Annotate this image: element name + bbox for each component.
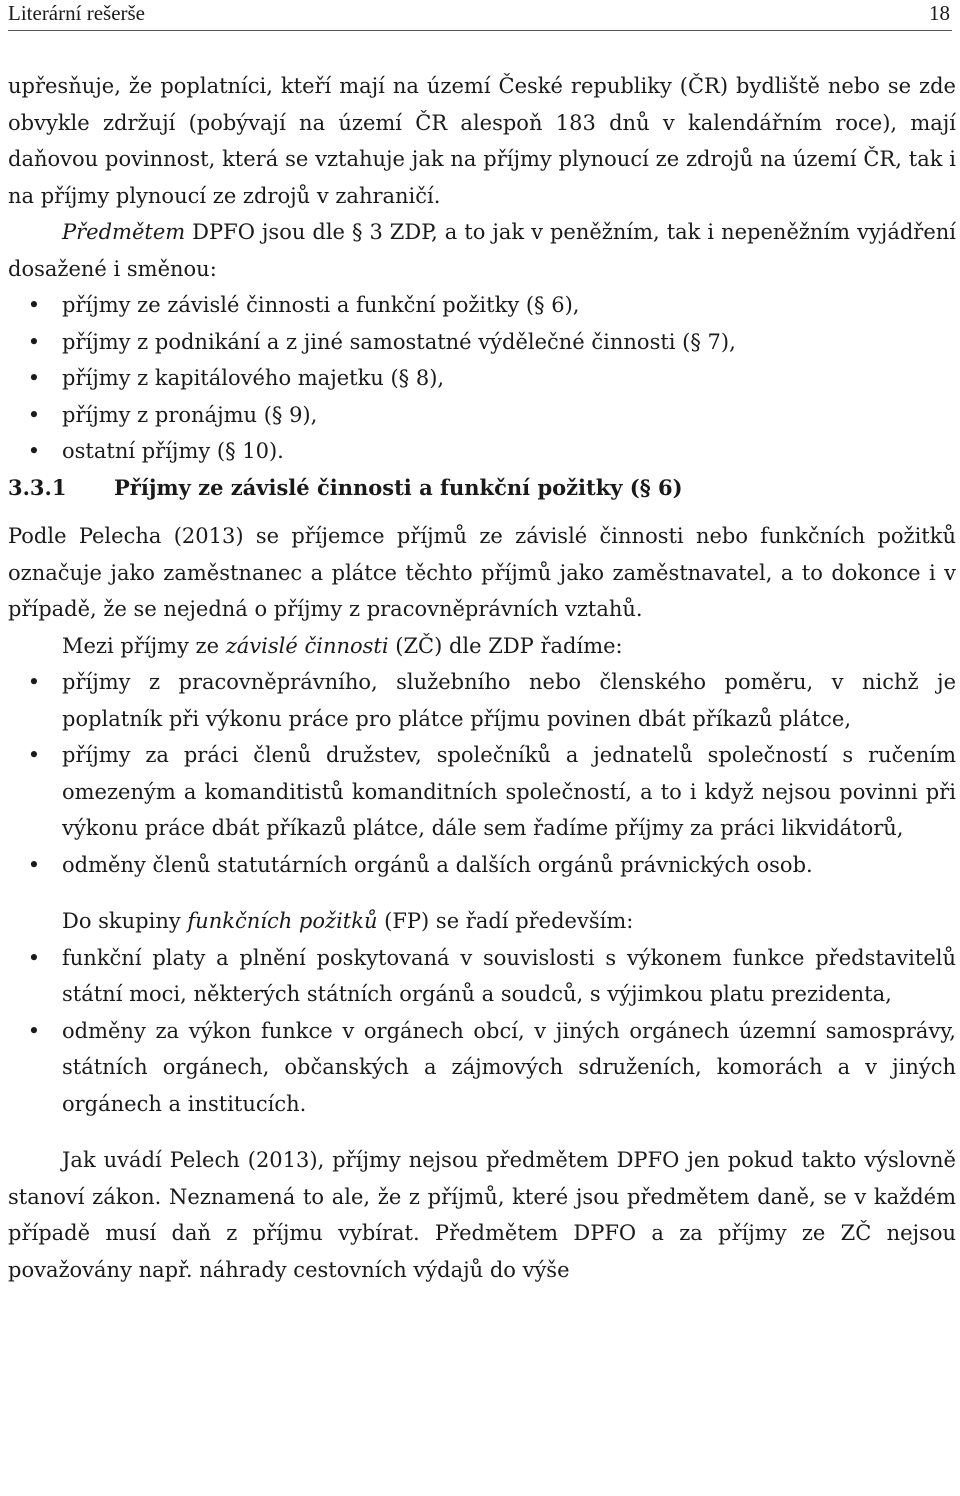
intro-paragraph: upřesňuje, že poplatníci, kteří mají na území České republiky (ČR) bydliště nebo se zde obvykle zdržují (pobývají na území ČR alespoň 183 dnů v kalendářním roce), mají daňovou povinnost, která se vztahuje jak na příjmy plynoucí ze zdrojů na území ČR, tak i na příjmy plynoucí ze zdrojů v zahraničí. (8, 74, 956, 208)
list-item-text: odměny za výkon funkce v orgánech obcí, v jiných orgánech územní samosprávy, státních orgánech, občanských a zájmových sdruženích, komorách a v jiných orgánech a institucích. (62, 1018, 956, 1116)
document-body (8, 68, 956, 1288)
bullet-icon: • (27, 293, 41, 317)
zc-intro-text-end: (ZČ) dle ZDP řadíme: (388, 633, 623, 658)
bullet-icon: • (27, 329, 41, 354)
list-item (8, 324, 956, 361)
bullet-icon: • (27, 670, 41, 694)
section-heading (8, 470, 956, 507)
list-item-text: ostatní příjmy (§ 10). (62, 439, 284, 463)
section-number: 3.3.1 (8, 474, 67, 500)
bullet-icon: • (27, 852, 41, 877)
zc-term: závislé činnosti (225, 633, 389, 658)
zc-list (8, 664, 956, 883)
section-title: Příjmy ze závislé činnosti a funkční požitky (§ 6) (114, 474, 683, 500)
list-item-text: příjmy z kapitálového majetku (§ 8), (62, 366, 445, 390)
list-item (8, 1013, 956, 1123)
bullet-icon: • (27, 366, 41, 390)
subject-text: DPFO jsou dle § 3 ZDP, a to jak v peněžním, tak i nepeněžním vyjádření dosažené i směnou: (8, 220, 956, 281)
subject-paragraph (8, 214, 956, 287)
running-head-title: Literární rešerše (8, 1, 146, 25)
fp-intro-text-end: (FP) se řadí především: (377, 909, 634, 933)
list-item (8, 847, 956, 884)
income-types-list (8, 287, 956, 470)
list-item (8, 360, 956, 397)
list-item (8, 664, 956, 737)
zc-intro-paragraph (8, 628, 956, 665)
bullet-icon: • (27, 439, 41, 463)
bullet-icon: • (27, 743, 41, 767)
pelech-paragraph: Podle Pelecha (2013) se příjemce příjmů ze závislé činnosti nebo funkčních požitků označuje jako zaměstnanec a plátce těchto příjmů jako zaměstnavatel, a to dokonce i v případě, že se nejedná o příjmy z pracovněprávních vztahů. (8, 524, 956, 621)
list-item (8, 433, 956, 470)
fp-intro-text: Do skupiny (62, 909, 188, 933)
bullet-icon: • (27, 1018, 41, 1043)
list-item-text: příjmy z pronájmu (§ 9), (62, 402, 318, 427)
list-item (8, 397, 956, 434)
list-item (8, 940, 956, 1013)
list-item (8, 287, 956, 324)
bullet-icon: • (27, 402, 41, 427)
list-item (8, 737, 956, 847)
page-number: 18 (929, 1, 950, 25)
zc-intro-text: Mezi příjmy ze (62, 633, 226, 658)
list-item-text: příjmy za práci členů družstev, společníků a jednatelů společností s ručením omezeným a komanditistů komanditních společností, a to i když nejsou povinni při výkonu práce dbát příkazů plátce, dále sem řadíme příjmy za práci likvidátorů, (62, 743, 956, 840)
list-item-text: funkční platy a plnění poskytovaná v souvislosti s výkonem funkce představitelů státní moci, některých státních orgánů a soudců, s výjimkou platu prezidenta, (62, 945, 956, 1006)
fp-intro-paragraph (8, 903, 956, 940)
list-item-text: příjmy ze závislé činnosti a funkční požitky (§ 6), (62, 293, 580, 317)
subject-term: Předmětem (62, 220, 186, 244)
fp-list (8, 940, 956, 1123)
bullet-icon: • (27, 945, 41, 970)
list-item-text: příjmy z pracovněprávního, služebního nebo členského poměru, v nichž je poplatník při výkonu práce pro plátce příjmu povinen dbát příkazů plátce, (62, 670, 956, 731)
fp-term: funkčních požitků (187, 909, 378, 933)
list-item-text: odměny členů statutárních orgánů a dalších orgánů právnických osob. (62, 852, 813, 877)
page-header (8, 0, 952, 31)
closing-paragraph: Jak uvádí Pelech (2013), příjmy nejsou předmětem DPFO jen pokud takto výslovně stanoví zákon. Neznamená to ale, že z příjmů, které jsou předmětem daně, se v každém případě musí daň z příjmu vybírat. Předmětem DPFO a za příjmy ze ZČ nejsou považovány např. náhrady cestovních výdajů do výše (8, 1148, 956, 1282)
list-item-text: příjmy z podnikání a z jiné samostatné výdělečné činnosti (§ 7), (62, 329, 736, 354)
